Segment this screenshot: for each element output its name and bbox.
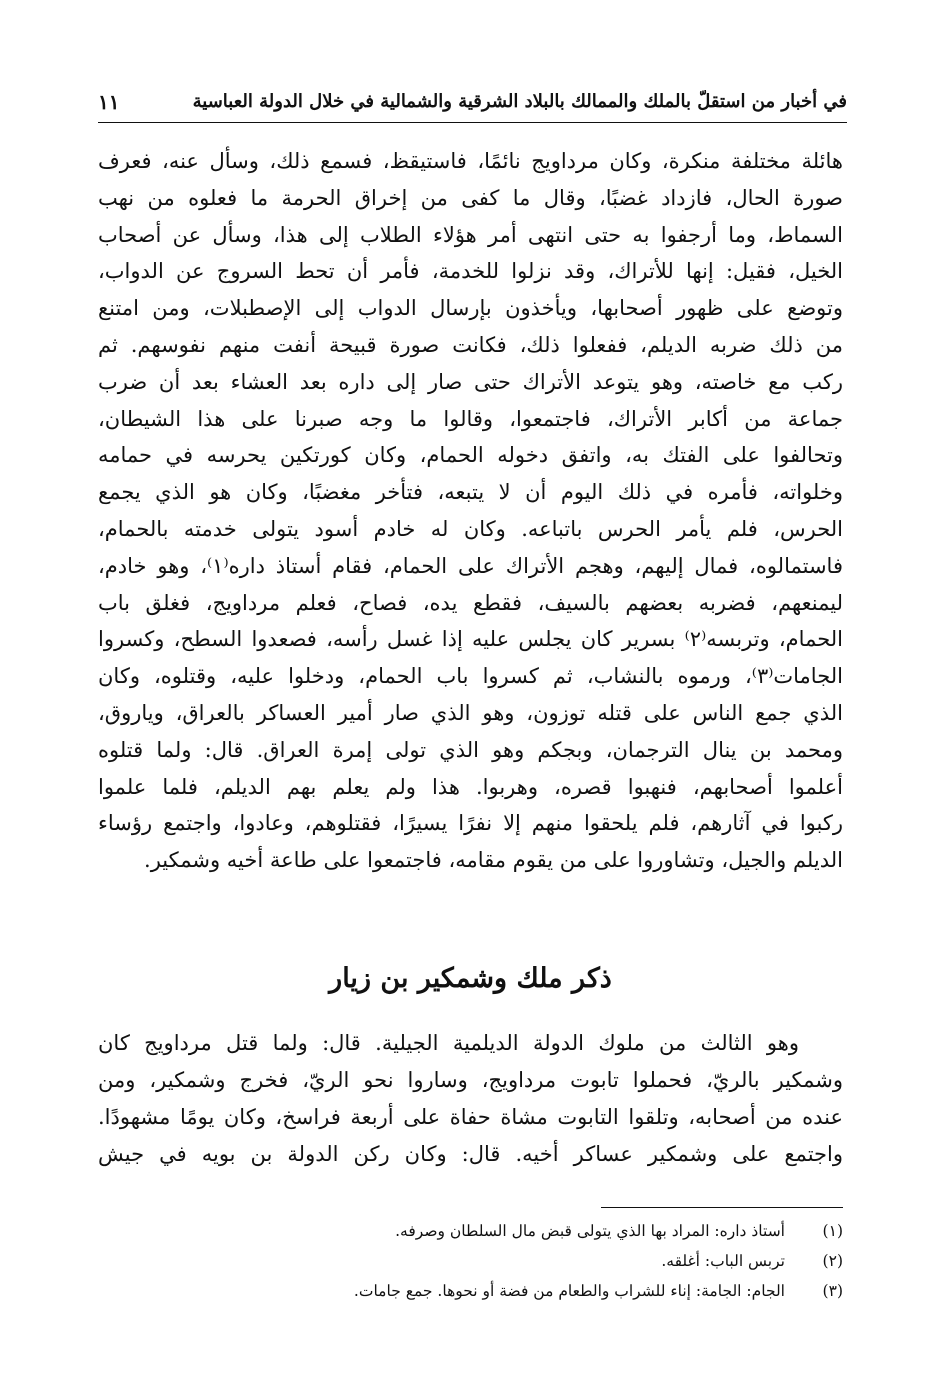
footnote-text: أستاذ داره: المراد بها الذي يتولى قبض مال السلطان وصرفه. [395,1222,785,1240]
footnote [98,1276,843,1306]
footnote-text: تربس الباب: أغلقه. [661,1252,785,1270]
footnote-divider [601,1207,843,1208]
text-line: ركب مع خاصته، وهو يتوعد الأتراك حتى صار إلى داره بعد العشاء بعد أن ضرب [98,369,843,394]
footnote [98,1216,843,1246]
text-line: الجامات⁽٣⁾، ورموه بالنشاب، ثم كسروا باب الحمام، ودخلوا عليه، وقتلوه، وكان [98,664,843,689]
body-text [98,143,843,879]
text-line: أعلموا أصحابهم، فنهبوا قصره، وهربوا. هذا ولم يعلم بهم الديلم، فلما علموا [98,774,843,799]
footnotes [98,1216,843,1306]
page-number: ١١ [98,90,120,114]
text-line: ركبوا في آثارهم، فلم يلحقوا منهم إلا نفرًا يسيرًا، فقتلوهم، وعادوا، واجتمع رؤساء [98,811,843,836]
text-line: الحمام، وتربسه⁽٢⁾ بسرير كان يجلس عليه إذا غسل رأسه، فصعدوا السطح، وكسروا [98,627,843,652]
text-line: واجتمع على وشمكير عساكر أخيه. قال: وكان ركن الدولة بن بويه في جيش [98,1142,843,1166]
footnote-number: (٣) [822,1282,843,1300]
text-line: الذي جمع الناس على قتله توزون، وهو الذي صار أمير العساكر بالعراق، وياروق، [98,700,843,725]
text-line: ومحمد بن ينال الترجمان، وبجكم وهو الذي تولى إمرة العراق. قال: ولما قتلوه [98,737,843,762]
text-line: عنده من أصحابه، وتلقوا التابوت مشاة حفاة على أربعة فراسخ، وكان يومًا مشهودًا. [98,1105,843,1129]
text-line: ليمنعهم، فضربه بعضهم بالسيف، فقطع يده، فصاح، فعلم مرداويج، فغلق باب [98,590,843,615]
text-line: هائلة مختلفة منكرة، وكان مرداويج نائمًا، فاستيقظ، فسمع ذلك، وسأل عنه، فعرف [98,149,843,173]
running-header-title: في أخبار من استقلّ بالملك والممالك بالبلاد الشرقية والشمالية في خلال الدولة العباسية [192,91,847,112]
text-line: الخيل، فقيل: إنها للأتراك، وقد نزلوا للخدمة، فأمر أن تحط السروج عن الدواب، [98,259,843,284]
running-header [98,88,847,123]
footnote-text: الجام: الجامة: إناء للشراب والطعام من فضة أو نحوها. جمع جامات. [353,1282,785,1300]
footnote [98,1246,843,1276]
footnote-number: (٢) [822,1252,843,1270]
text-line: فاستمالوه، فمال إليهم، وهجم الأتراك على الحمام، فقام أستاذ داره⁽١⁾، وهو خادم، [98,553,843,578]
text-line: وتوضع على ظهور أصحابها، ويأخذون بإرسال الدواب إلى الإصطبلات، ومن امتنع [98,296,843,321]
text-line: من ذلك ضربه الديلم، ففعلوا ذلك، فكانت صورة قبيحة أنفت منهم نفوسهم. ثم [98,332,843,357]
text-line: الديلم والجيل، وتشاوروا على من يقوم مقامه، فاجتمعوا على طاعة أخيه وشمكير. [144,848,843,873]
text-line: وتحالفوا على الفتك به، واتفق دخوله الحمام، وكان كورتكين يحرسه في حمامه [98,443,843,468]
text-line: صورة الحال، فازداد غضبًا، وقال ما كفى من إخراق الحرمة ما فعلوه من نهب [98,185,843,210]
text-line: الحرس، فلم يأمر الحرس باتباعه. وكان له خادم أسود يتولى خدمته بالحمام، [98,516,843,541]
text-line: وهو الثالث من ملوك الدولة الديلمية الجيلية. قال: ولما قتل مرداويج كان [98,1031,799,1055]
section-heading: ذكر ملك وشمكير بن زيار [329,963,612,994]
text-line: وخلواته، فأمره في ذلك اليوم أن لا يتبعه، فتأخر مغضبًا، وكان هو الذي يجمع [98,480,843,505]
text-line: وشمكير بالريّ، فحملوا تابوت مرداويج، وساروا نحو الريّ، فخرج وشمكير، ومن [98,1068,843,1092]
text-line: السماط، وما أرجفوا به حتى انتهى أمر هؤلاء الطلاب إلى هذا، وسأل عن أصحاب [98,222,843,247]
section-text [98,1025,843,1173]
footnote-number: (١) [822,1222,843,1240]
text-line: جماعة من أكابر الأتراك، فاجتمعوا، وقالوا ما وجه صبرنا على هذا الشيطان، [98,406,843,431]
